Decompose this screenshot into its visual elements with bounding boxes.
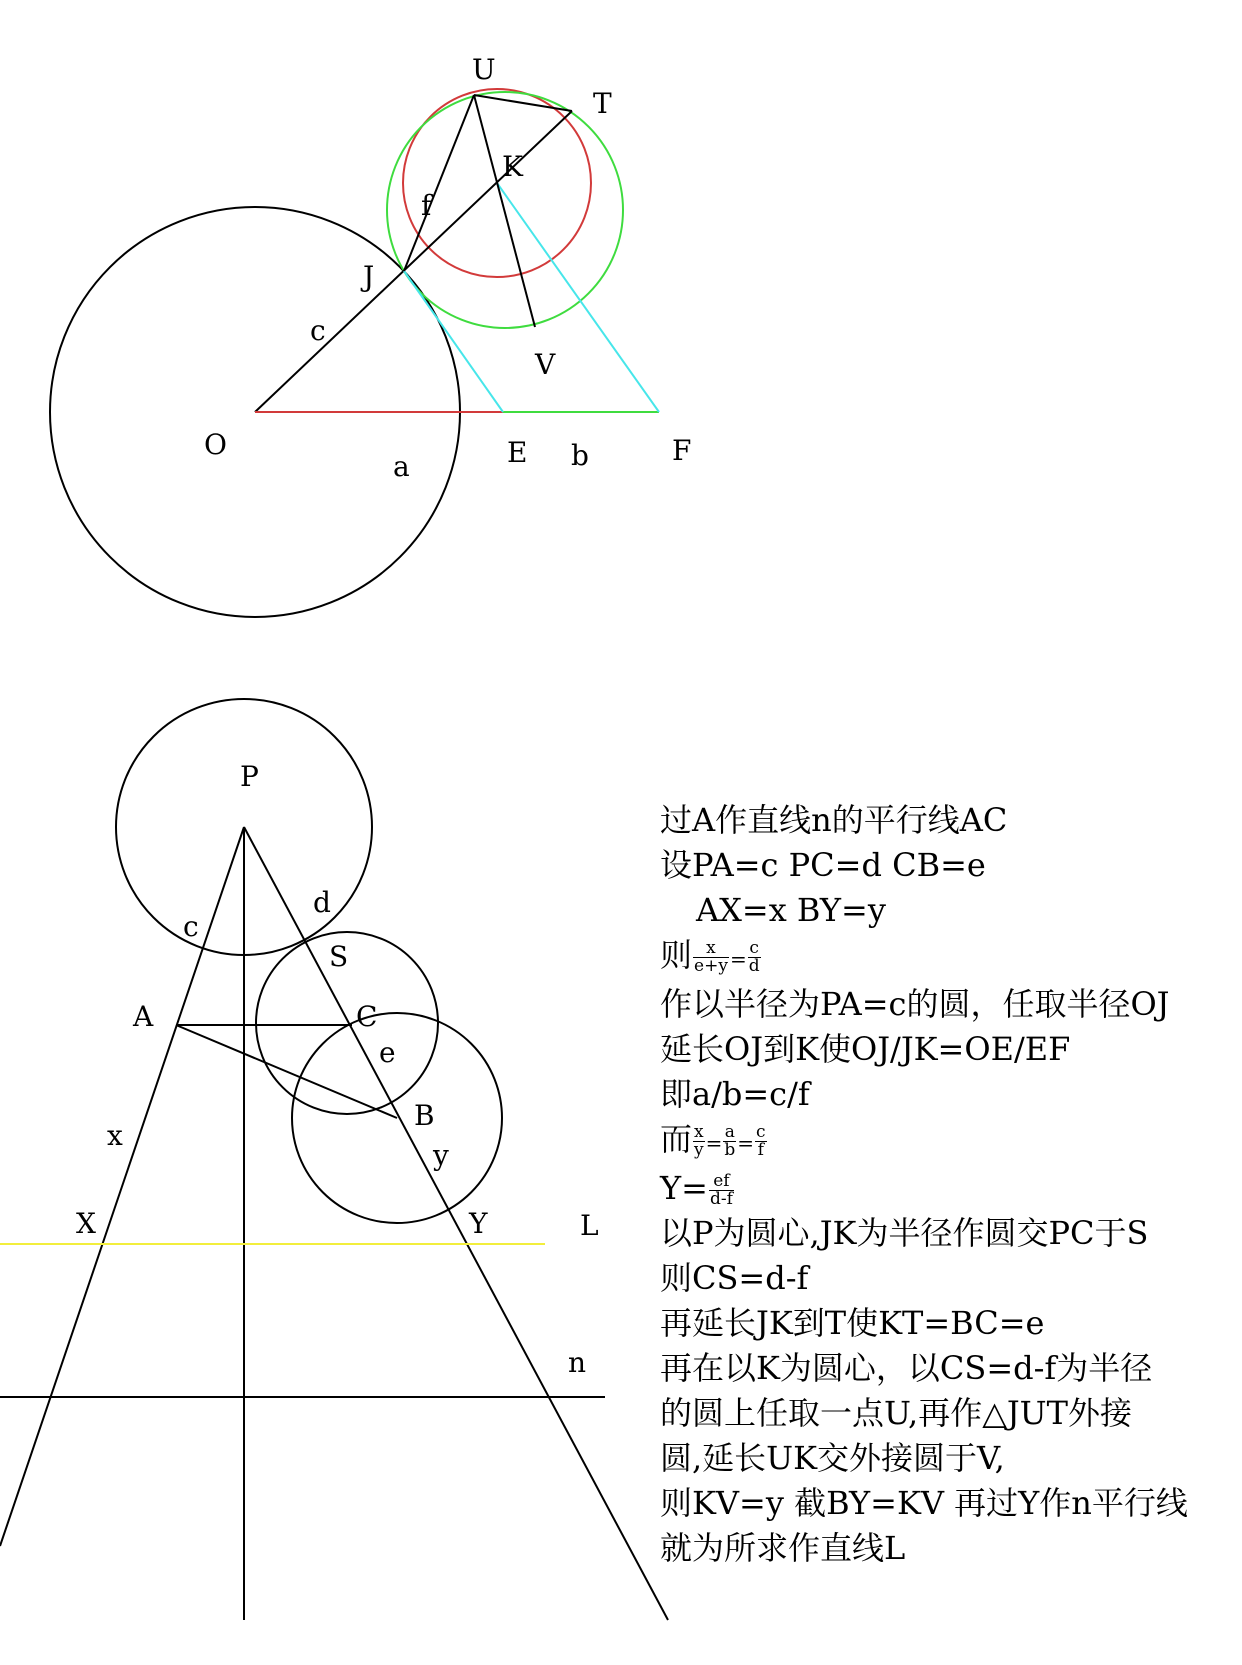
label-k: K: [502, 150, 523, 183]
line-py: [244, 827, 668, 1620]
label-e-bottom: e: [379, 1036, 396, 1069]
construction-steps: [660, 798, 1220, 1571]
segment-ju: [404, 95, 474, 271]
step-line-4: [660, 933, 1220, 982]
top-labels: [204, 53, 691, 483]
segment-je: [404, 271, 503, 412]
label-n: n: [568, 1346, 587, 1379]
fraction-denominator: e+y: [694, 956, 728, 976]
step-line-1: 过A作直线n的平行线AC: [660, 801, 1008, 839]
label-c-point: C: [356, 1000, 378, 1033]
fraction-denominator: d: [748, 956, 760, 976]
label-a: a: [393, 450, 410, 483]
fraction-denominator: b: [724, 1140, 736, 1160]
step-line-15: 圆,延长UK交外接圆于V,: [660, 1439, 1005, 1477]
label-u: U: [472, 53, 496, 86]
segment-ot: [255, 111, 572, 412]
fraction-c-over-f: [755, 1124, 767, 1159]
label-x-point: X: [76, 1207, 96, 1240]
label-y-point: Y: [469, 1207, 488, 1240]
label-s: S: [329, 940, 349, 973]
fraction-numerator: ef: [709, 1173, 734, 1191]
fraction-denominator: f: [757, 1140, 764, 1160]
fraction-denominator: d-f: [709, 1189, 733, 1209]
fraction-x-over-y: [693, 1124, 705, 1159]
label-v: V: [535, 348, 556, 381]
step-line-9: [660, 1166, 1220, 1211]
fraction-numerator: x: [694, 1122, 704, 1142]
step-line-11: 则CS=d-f: [660, 1259, 809, 1297]
label-y: y: [433, 1139, 449, 1172]
step-line-4-prefix: 则: [660, 936, 693, 974]
fraction-ef-over-d-minus-f: [709, 1173, 734, 1208]
step-line-2: 设PA=c PC=d CB=e: [660, 846, 986, 884]
label-d: d: [313, 886, 331, 919]
label-x: x: [107, 1119, 123, 1152]
equals-sign: =: [737, 1131, 755, 1155]
step-line-8-prefix: 而: [660, 1120, 693, 1158]
fraction-numerator: c: [756, 1122, 766, 1142]
step-line-17: 就为所求作直线L: [660, 1529, 906, 1567]
label-c: c: [310, 314, 326, 347]
step-line-9-prefix: Y=: [660, 1169, 708, 1207]
step-line-3: AX=x BY=y: [696, 891, 886, 929]
label-f-point: F: [672, 434, 692, 467]
equals-sign: =: [729, 947, 747, 971]
step-line-10: 以P为圆心,JK为半径作圆交PC于S: [660, 1214, 1149, 1252]
label-e: E: [507, 436, 528, 469]
equals-sign: =: [705, 1131, 723, 1155]
segment-ab: [176, 1025, 397, 1118]
label-b-point: B: [414, 1099, 435, 1132]
step-line-5: 作以半径为PA=c的圆，任取半径OJ: [660, 985, 1170, 1023]
segment-ut: [474, 95, 572, 111]
label-f: f: [421, 189, 432, 222]
step-line-7: 即a/b=c/f: [660, 1075, 810, 1113]
segment-kf: [497, 183, 659, 412]
label-j: J: [363, 260, 375, 293]
label-p: P: [240, 760, 259, 793]
label-a-point: A: [133, 1000, 154, 1033]
line-px: [0, 827, 244, 1546]
fraction-x-over-e-plus-y: [693, 940, 729, 975]
label-l: L: [580, 1209, 599, 1242]
step-line-6: 延长OJ到K使OJ/JK=OE/EF: [660, 1030, 1071, 1068]
step-line-13: 再在以K为圆心，以CS=d-f为半径: [660, 1349, 1153, 1387]
bottom-figure: [0, 699, 668, 1620]
label-b: b: [571, 439, 589, 472]
fraction-a-over-b: [723, 1124, 736, 1159]
step-line-8: [660, 1117, 1220, 1166]
fraction-denominator: y: [694, 1140, 704, 1160]
bottom-labels: [76, 760, 599, 1379]
step-line-12: 再延长JK到T使KT=BC=e: [660, 1304, 1045, 1342]
label-c-bottom: c: [183, 910, 199, 943]
label-t: T: [593, 87, 612, 120]
top-figure: [50, 89, 659, 617]
label-o: O: [204, 428, 227, 461]
step-line-16: 则KV=y 截BY=KV 再过Y作n平行线: [660, 1484, 1188, 1522]
fraction-c-over-d: [748, 940, 761, 975]
fraction-numerator: a: [724, 1122, 735, 1142]
segment-uv: [474, 95, 535, 327]
step-line-14: 的圆上任取一点U,再作△JUT外接: [660, 1394, 1132, 1432]
fraction-numerator: c: [749, 938, 759, 958]
fraction-numerator: x: [693, 940, 729, 958]
